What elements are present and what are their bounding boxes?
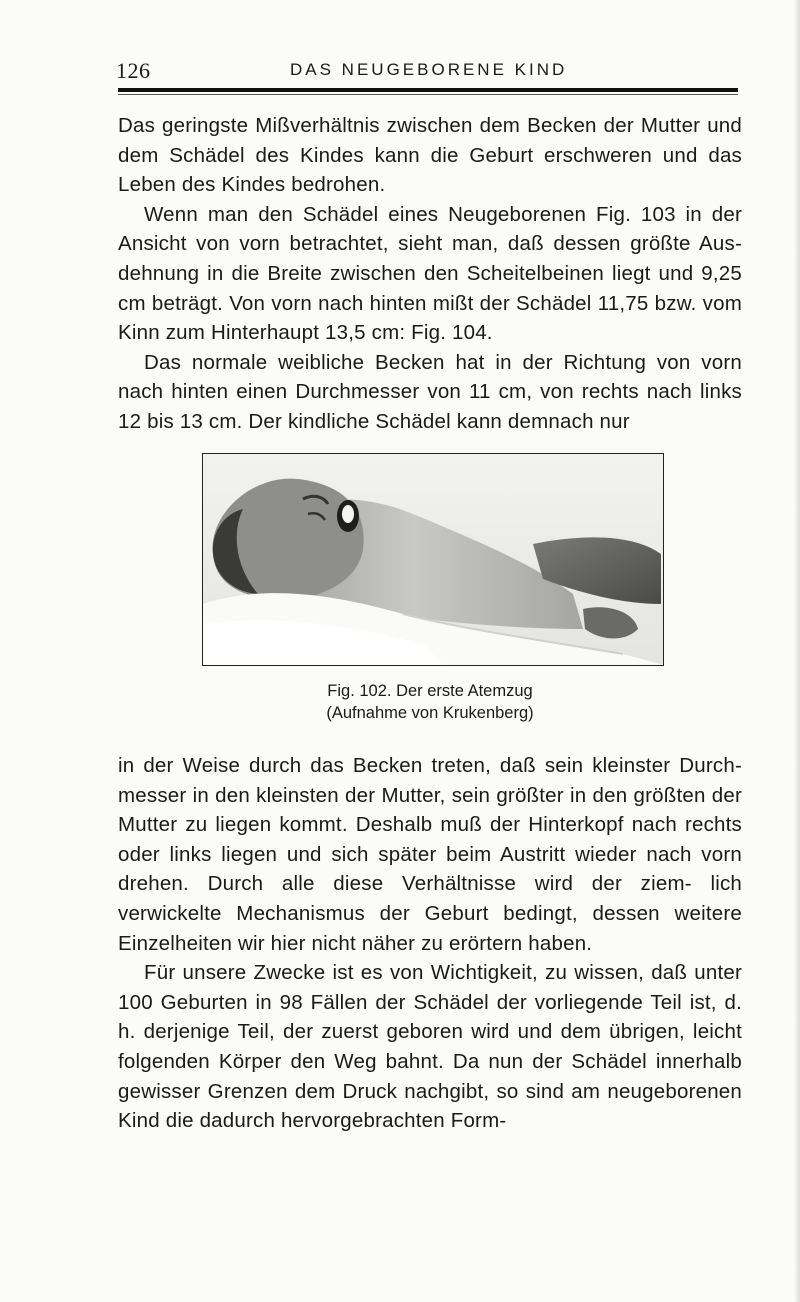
figure-credit: (Aufnahme von Krukenberg) (326, 704, 534, 722)
paragraph: Für unsere Zwecke ist es von Wichtigkeit, zu wissen, daß unter 100 Geburten in 98 Fällen der Schädel der vorliegende Teil ist, d. h. derjenige Teil, der zuerst geboren wird und dem übrigen, leicht folgenden Körper den Weg bahnt. Da nun der Schädel innerhalb gewisser Grenzen dem Druck nachgibt, so sind am neugeborenen Kind die dadurch hervorgebrachten Form- (118, 961, 742, 1133)
header-rule (118, 88, 738, 92)
paragraph: Wenn man den Schädel eines Neugeborenen Fig. 103 in der Ansicht von vorn betrachtet, sieht man, daß dessen größte Aus- dehnung in die Breite zwischen den Scheitelbeinen liegt und 9,25 cm beträgt. Von vorn nach hinten mißt der Schädel 11,75 bzw. vom Kinn zum Hinterhaupt 13,5 cm: Fig. 104. (118, 202, 742, 345)
paragraph: Das geringste Mißverhältnis zwischen dem Becken der Mutter und dem Schädel des Kindes kann die Geburt erschweren und das Leben des Kindes bedrohen. (118, 114, 742, 197)
page-header (116, 58, 738, 86)
header-rule-thin (118, 94, 738, 95)
photo-illustration (203, 454, 663, 665)
page-number: 126 (116, 58, 151, 83)
figure-caption: Fig. 102. Der erste Atemzug (327, 682, 533, 700)
body-text-top (118, 111, 742, 437)
body-text-bottom (118, 751, 742, 1136)
paragraph: in der Weise durch das Becken treten, daß sein kleinster Durch- messer in den kleinsten der Mutter, sein größter in den größten der Mutter zu liegen kommt. Deshalb muß der Hinterkopf nach rechts oder links liegen und sich später beim Austritt wieder nach vorn drehen. Durch alle diese Verhältnisse wird der ziem- lich verwickelte Mechanismus der Geburt bedingt, dessen weitere Einzelheiten wir hier nicht näher zu erörtern haben. (118, 754, 742, 955)
paragraph: Das normale weibliche Becken hat in der Richtung von vorn nach hinten einen Durchmesser von 11 cm, von rechts nach links 12 bis 13 cm. Der kindliche Schädel kann demnach nur (118, 350, 742, 433)
figure-photo-newborn (202, 453, 664, 666)
running-head: DAS NEUGEBORENE KIND (290, 60, 568, 79)
